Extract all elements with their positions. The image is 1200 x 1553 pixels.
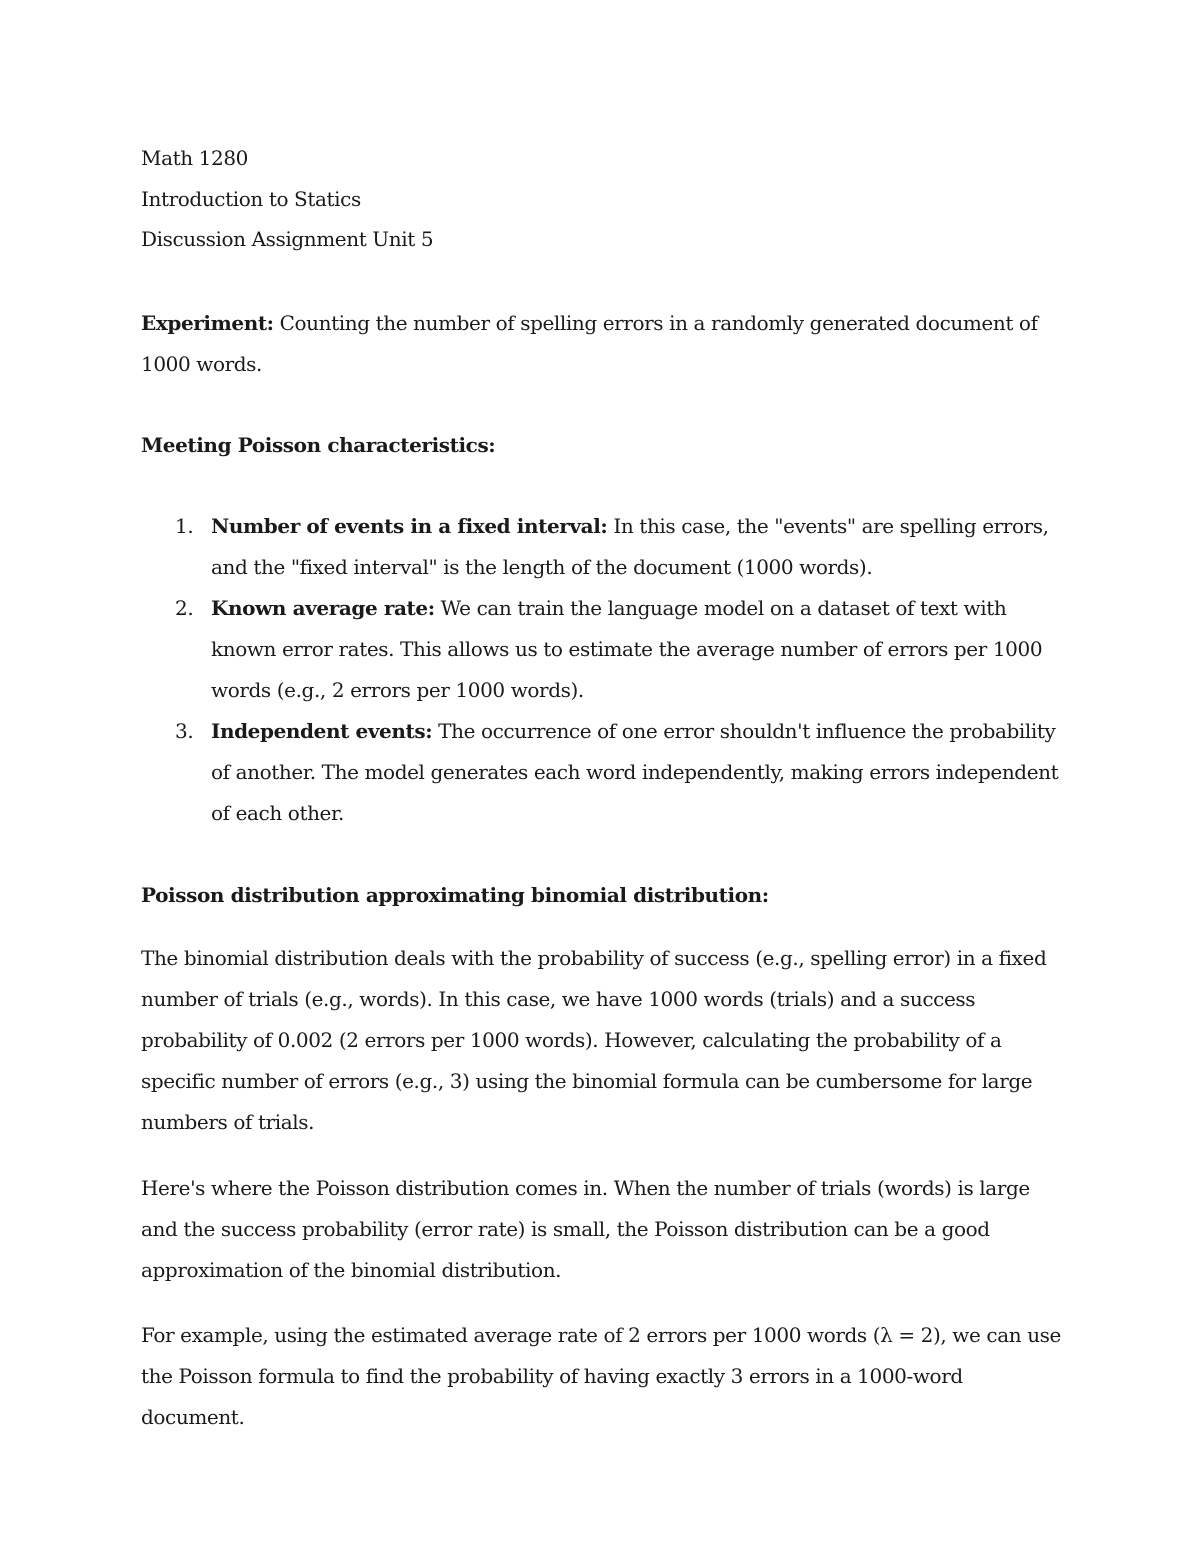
list-number: 2.: [175, 595, 194, 620]
meeting-heading: [141, 425, 1061, 466]
list-item: [175, 711, 1061, 834]
criteria-list: [141, 506, 1061, 834]
meeting-heading-text: Meeting Poisson characteristics:: [141, 432, 496, 457]
criterion-label: Known average rate:: [211, 595, 435, 620]
course-title: Introduction to Statics: [141, 186, 361, 211]
example-paragraph: For example, using the estimated average rate of 2 errors per 1000 words (λ = 2), we can use the Poisson formula to find the probability of having exactly 3 errors in a 1000-word document.: [141, 1322, 1061, 1429]
criterion-text: The occurrence of one error shouldn't influence the probability of another. The model generates each word independently, making errors independent of each other.: [211, 718, 1059, 825]
list-number: 1.: [175, 513, 194, 538]
binomial-paragraph: The binomial distribution deals with the probability of success (e.g., spelling error) in a fixed number of trials (e.g., words). In this case, we have 1000 words (trials) and a success probability of 0.002 (2 errors per 1000 words). However, calculating the probability of a specific number of errors (e.g., 3) using the binomial formula can be cumbersome for large numbers of trials.: [141, 945, 1047, 1134]
criterion-label: Number of events in a fixed interval:: [211, 513, 608, 538]
approximation-heading: [141, 875, 1061, 916]
approximation-heading-text: Poisson distribution approximating binomial distribution:: [141, 882, 769, 907]
poisson-paragraph: Here's where the Poisson distribution comes in. When the number of trials (words) is large and the success probability (error rate) is small, the Poisson distribution can be a good approximation of the binomial distribution.: [141, 1175, 1030, 1282]
criterion-text: In this case, the "events" are spelling errors, and the "fixed interval" is the length of the document (1000 words).: [211, 513, 1049, 579]
experiment-paragraph: [141, 303, 1061, 385]
assignment-title: Discussion Assignment Unit 5: [141, 227, 434, 251]
criterion-text: We can train the language model on a dataset of text with known error rates. This allows us to estimate the average number of errors per 1000 words (e.g., 2 errors per 1000 words).: [211, 595, 1043, 702]
list-item: [175, 588, 1061, 711]
experiment-label: Experiment:: [141, 310, 274, 335]
experiment-text: Counting the number of spelling errors in a randomly generated document of 1000 words.: [141, 310, 1038, 376]
list-number: 3.: [175, 718, 194, 743]
criterion-label: Independent events:: [211, 718, 433, 743]
course-number: Math 1280: [141, 146, 248, 170]
document-page: [141, 138, 1061, 1438]
list-item: [175, 506, 1061, 588]
